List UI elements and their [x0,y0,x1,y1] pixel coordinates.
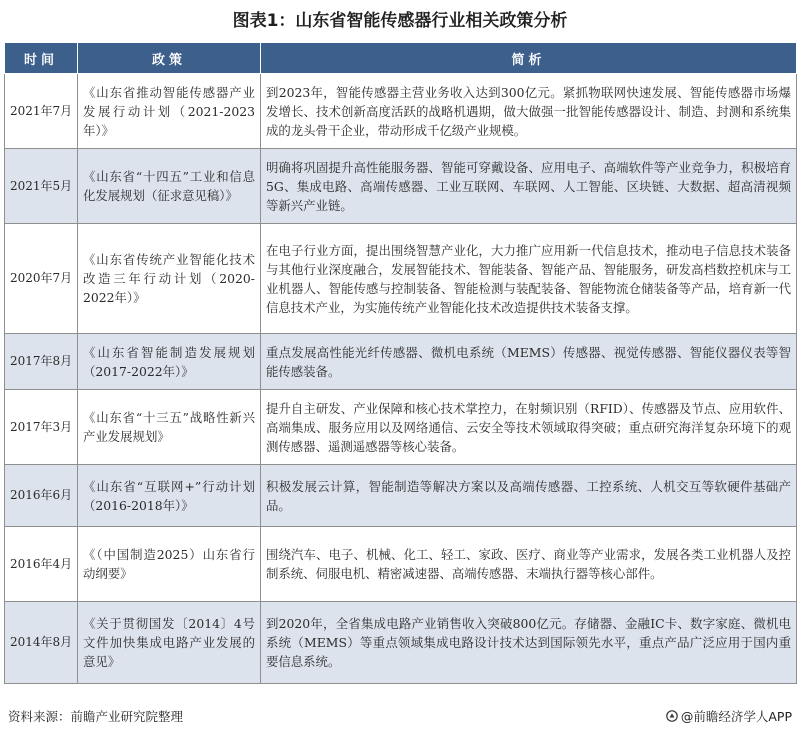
row-policy: 《关于贯彻国发〔2014〕4号文件加快集成电路产业发展的意见》 [78,602,261,684]
row-time: 2016年4月 [5,527,78,602]
row-desc: 到2023年，智能传感器主营业务收入达到300亿元。紧抓物联网快速发展、智能传感器市场爆发增长、技术创新高度活跃的战略机遇期，做大做强一批智能传感器设计、制造、封测和系统集成的龙头骨干企业，带动形成千亿级产业规模。 [261,74,797,149]
table-row [5,390,797,465]
row-desc: 重点发展高性能光纤传感器、微机电系统（MEMS）传感器、视觉传感器、智能仪器仪表等智能传感装备。 [261,334,797,390]
row-policy: 《山东省传统产业智能化技术改造三年行动计划（2020-2022年）》 [78,224,261,334]
brand-credit [666,707,792,725]
table-row [5,74,797,149]
table-row [5,465,797,527]
header-policy: 政策 [78,43,261,74]
table-row [5,334,797,390]
table-header-row [5,43,797,74]
table-row [5,224,797,334]
table-row [5,149,797,224]
row-policy: 《山东省“十四五”工业和信息化发展规划（征求意见稿）》 [78,149,261,224]
row-policy: 《山东省“互联网+”行动计划（2016-2018年）》 [78,465,261,527]
row-policy: 《山东省推动智能传感器产业发展行动计划（2021-2023年）》 [78,74,261,149]
table-row [5,527,797,602]
row-time: 2017年3月 [5,390,78,465]
footer [8,705,792,727]
row-desc: 积极发展云计算，智能制造等解决方案以及高端传感器、工控系统、人机交互等软硬件基础产品。 [261,465,797,527]
row-policy: 《山东省“十三五”战略性新兴产业发展规划》 [78,390,261,465]
row-desc: 围绕汽车、电子、机械、化工、轻工、家政、医疗、商业等产业需求，发展各类工业机器人及控制系统、伺服电机、精密减速器、高端传感器、末端执行器等核心部件。 [261,527,797,602]
row-time: 2016年6月 [5,465,78,527]
row-desc: 到2020年，全省集成电路产业销售收入突破800亿元。存储器、金融IC卡、数字家庭、微机电系统（MEMS）等重点领域集成电路设计技术达到国际领先水平，重点产品广泛应用于国内重要信息系统。 [261,602,797,684]
page-title: 图表1：山东省智能传感器行业相关政策分析 [232,11,568,31]
row-policy: 《山东省智能制造发展规划（2017-2022年）》 [78,334,261,390]
header-time: 时间 [5,43,78,74]
row-desc: 提升自主研发、产业保障和核心技术掌控力，在射频识别（RFID）、传感器及节点、应用软件、高端集成、服务应用以及网络通信、云安全等技术领域取得突破；重点研究海洋复杂环境下的观测传感器、遥测遥感器等核心装备。 [261,390,797,465]
row-time: 2017年8月 [5,334,78,390]
brand-logo-icon [666,710,678,722]
policy-table [4,42,797,684]
row-time: 2021年7月 [5,74,78,149]
brand-label: @前瞻经济学人APP [680,709,792,724]
row-time: 2014年8月 [5,602,78,684]
row-time: 2021年5月 [5,149,78,224]
source-note: 资料来源：前瞻产业研究院整理 [8,709,184,724]
row-desc: 在电子行业方面，提出围绕智慧产业化，大力推广应用新一代信息技术，推动电子信息技术装备与其他行业深度融合，发展智能技术、智能装备、智能产品、智能服务，研发高档数控机床与工业机器人、智能传感与控制装备、智能检测与装配装备、智能物流仓储装备等产品，培育新一代信息技术产业，为实施传统产业智能化技术改造提供技术装备支撑。 [261,224,797,334]
row-time: 2020年7月 [5,224,78,334]
row-policy: 《（中国制造2025）山东省行动纲要》 [78,527,261,602]
table-row [5,602,797,684]
header-desc: 简析 [261,43,797,74]
row-desc: 明确将巩固提升高性能服务器、智能可穿戴设备、应用电子、高端软件等产业竞争力，积极培育5G、集成电路、高端传感器、工业互联网、车联网、人工智能、区块链、大数据、超高清视频等新兴产业链。 [261,149,797,224]
